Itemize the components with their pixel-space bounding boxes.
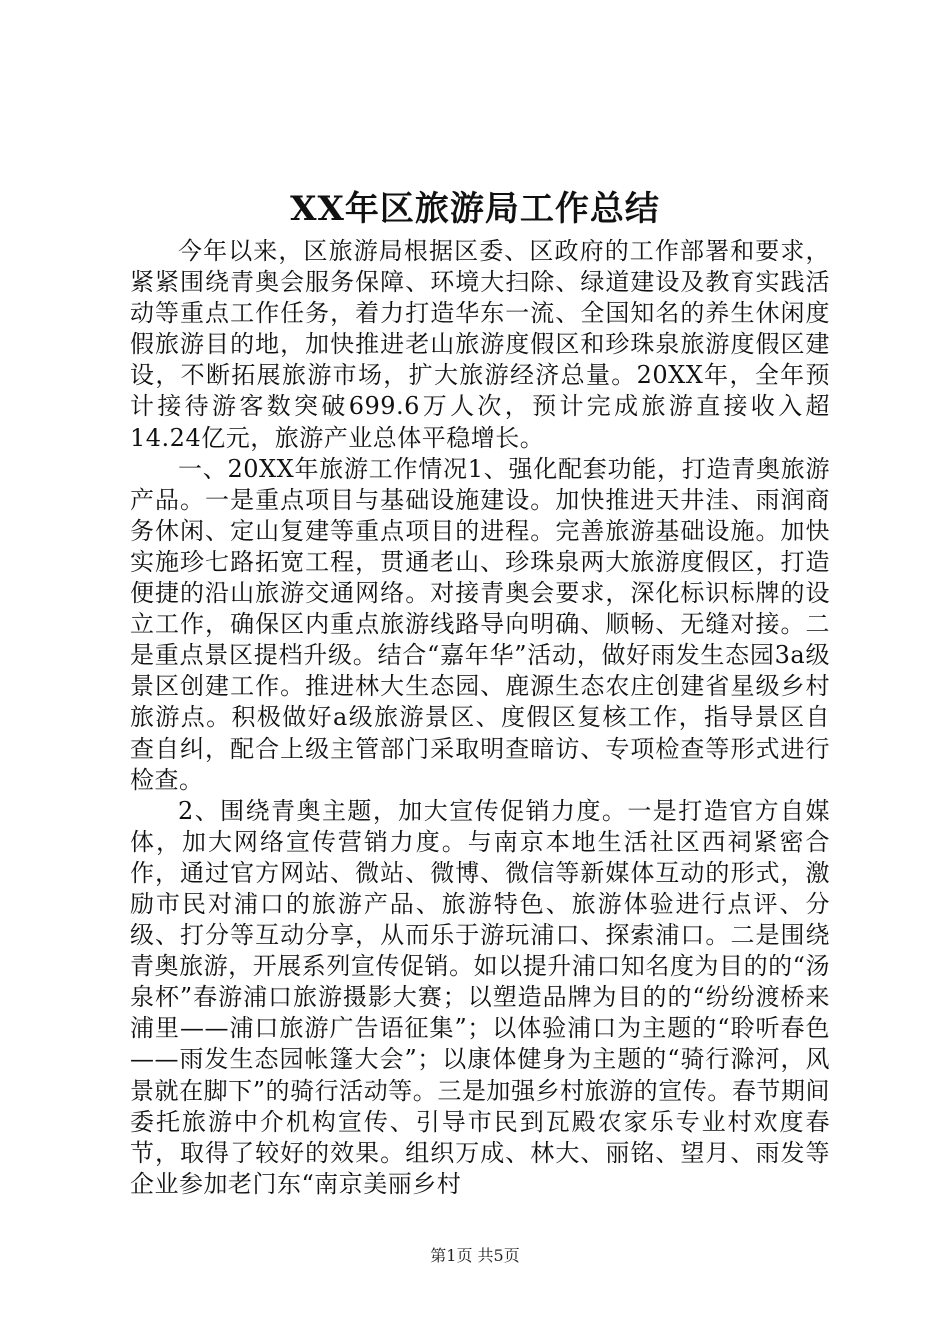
paragraph-section-one: 一、20XX年旅游工作情况1、强化配套功能，打造青奥旅游产品。一是重点项目与基础设施建设。加快推进天井洼、雨润商务休闲、定山复建等重点项目的进程。完善旅游基础设施。加快实施珍七路拓宽工程，贯通老山、珍珠泉两大旅游度假区，打造便捷的沿山旅游交通网络。对接青奥会要求，深化标识标牌的设立工作，确保区内重点旅游线路导向明确、顺畅、无缝对接。二是重点景区提档升级。结合“嘉年华”活动，做好雨发生态园3a级景区创建工作。推进林大生态园、鹿源生态农庄创建省星级乡村旅游点。积极做好a级旅游景区、度假区复核工作，指导景区自查自纠，配合上级主管部门采取明查暗访、专项检查等形式进行检查。 xyxy=(130,454,830,794)
paragraph-intro: 今年以来，区旅游局根据区委、区政府的工作部署和要求，紧紧围绕青奥会服务保障、环境大扫除、绿道建设及教育实践活动等重点工作任务，着力打造华东一流、全国知名的养生休闲度假旅游目的地，加快推进老山旅游度假区和珍珠泉旅游度假区建设，不断拓展旅游市场，扩大旅游经济总量。20XX年，全年预计接待游客数突破699.6万人次，预计完成旅游直接收入超14.24亿元，旅游产业总体平稳增长。 xyxy=(130,237,830,452)
paragraph-section-two: 2、围绕青奥主题，加大宣传促销力度。一是打造官方自媒体，加大网络宣传营销力度。与南京本地生活社区西祠紧密合作，通过官方网站、微站、微博、微信等新媒体互动的形式，激励市民对浦口的旅游产品、旅游特色、旅游体验进行点评、分级、打分等互动分享，从而乐于游玩浦口、探索浦口。二是围绕青奥旅游，开展系列宣传促销。如以提升浦口知名度为目的的“汤泉杯”春游浦口旅游摄影大赛；以塑造品牌为目的的“纷纷渡桥来浦里——浦口旅游广告语征集”；以体验浦口为主题的“聆听春色——雨发生态园帐篷大会”；以康体健身为主题的“骑行滁河，风景就在脚下”的骑行活动等。三是加强乡村旅游的宣传。春节期间委托旅游中介机构宣传、引导市民到瓦殿农家乐专业村欢度春节，取得了较好的效果。组织万成、林大、丽铭、望月、雨发等企业参加老门东“南京美丽乡村 xyxy=(130,796,830,1198)
page-footer: 第1页 共5页 xyxy=(430,1246,520,1265)
document-body xyxy=(130,236,830,1200)
document-title: XX年区旅游局工作总结 xyxy=(290,189,660,229)
